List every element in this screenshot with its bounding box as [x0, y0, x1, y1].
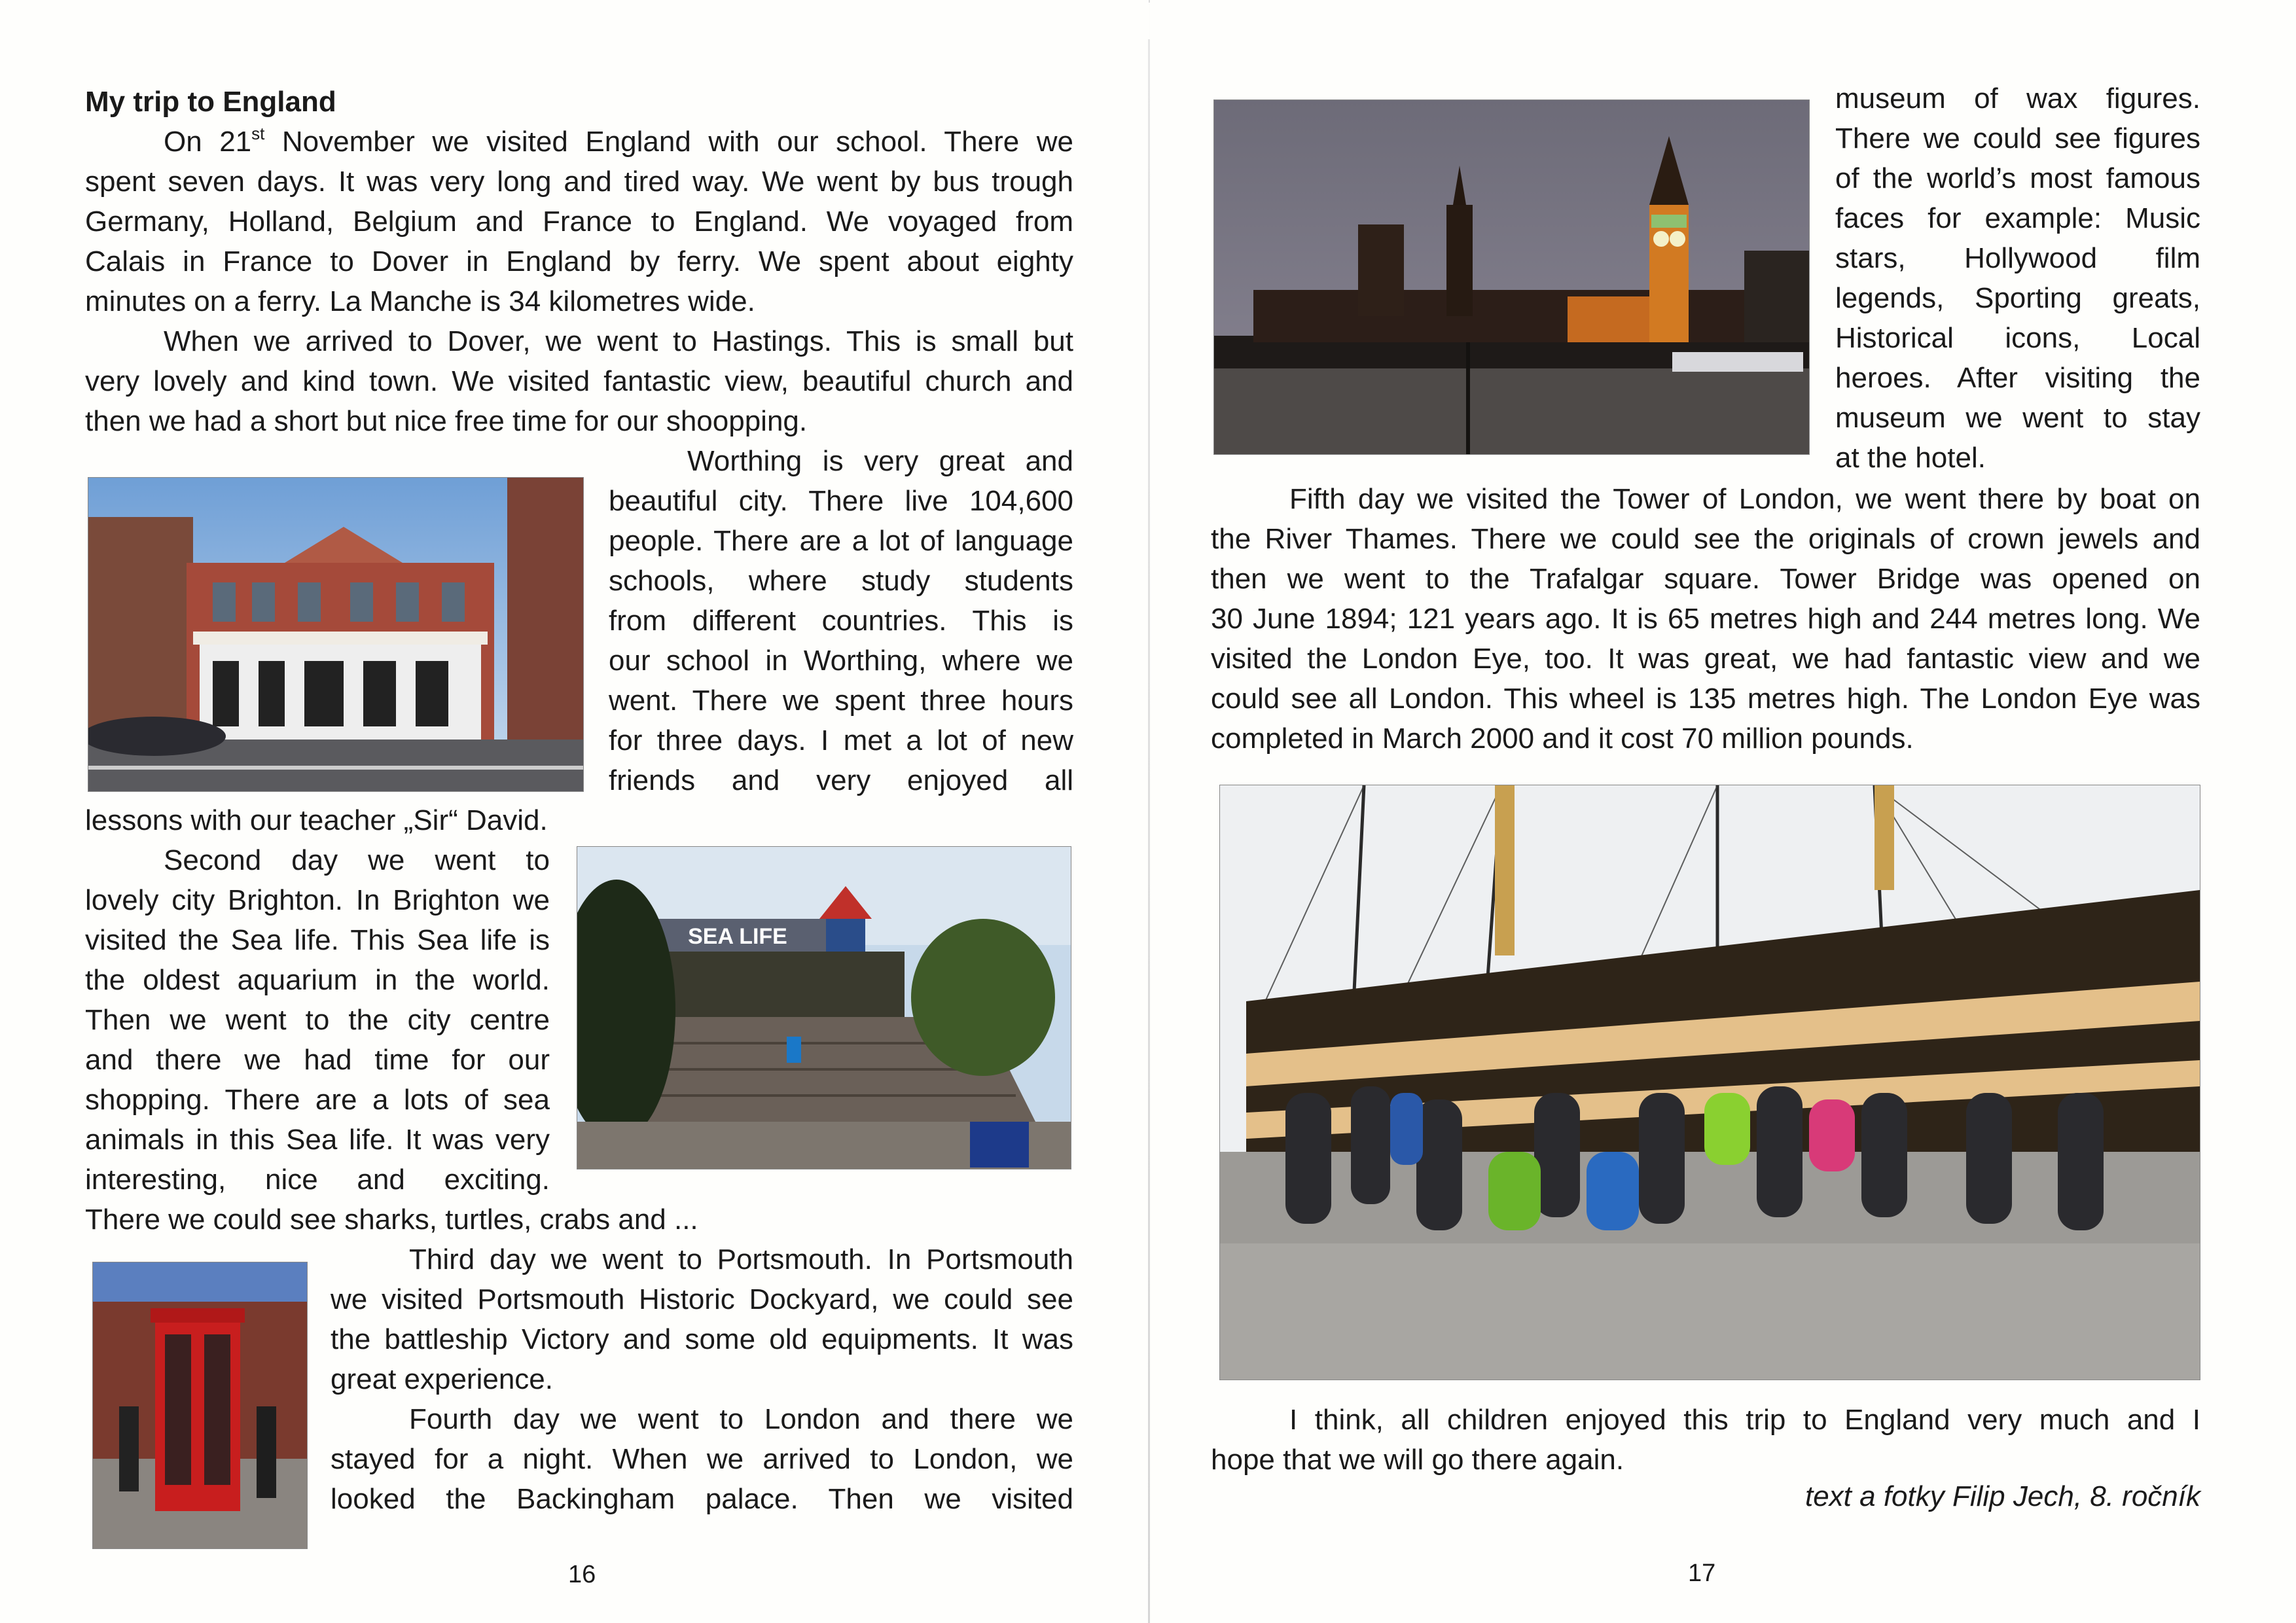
- text-line: schools, where study students: [609, 565, 1073, 597]
- text-line: 30 June 1894; 121 years ago. It is 65 metres high and 244 metres long. We: [1211, 603, 2200, 635]
- page-number-left: 16: [568, 1561, 596, 1588]
- text-line: the oldest aquarium in the world.: [85, 964, 550, 996]
- text-line: spent seven days. It was very long and tired way. We went by bus trough: [85, 166, 1073, 198]
- paragraph-worthing-end: [85, 800, 1073, 840]
- photo-hms-victory-group: [1219, 785, 2200, 1380]
- text-line: Historical icons, Local: [1835, 322, 2200, 354]
- page-right: [1150, 0, 2296, 1623]
- text-line: completed in March 2000 and it cost 70 million pounds.: [1211, 722, 1914, 755]
- text-line: visited the London Eye, too. It was great, we had fantastic view and we: [1211, 643, 2200, 675]
- text-line: On 21st November we visited England with our school. There we: [164, 124, 1073, 158]
- text-line: Calais in France to Dover in England by ferry. We spent about eighty: [85, 245, 1073, 277]
- text-line: our school in Worthing, where we: [609, 645, 1073, 677]
- text-line: lessons with our teacher „Sir“ David.: [85, 804, 548, 836]
- text-line: visited the Sea life. This Sea life is: [85, 924, 550, 956]
- article-title: My trip to England: [85, 86, 336, 118]
- paragraph-tower: [1211, 479, 2200, 758]
- text-line: Third day we went to Portsmouth. In Portsmouth: [409, 1243, 1073, 1275]
- photo-parliament-big-ben: [1213, 99, 1810, 455]
- text-line: heroes. After visiting the: [1835, 362, 2200, 394]
- paragraph-london: [331, 1399, 1073, 1519]
- text-line: legends, Sporting greats,: [1835, 282, 2200, 314]
- paragraph-dover: [85, 321, 1073, 441]
- text-line: faces for example: Music: [1835, 202, 2200, 234]
- text-line: animals in this Sea life. It was very: [85, 1124, 550, 1156]
- paragraph-intro: [85, 122, 1073, 321]
- text-line: then we went to the Trafalgar square. Tower Bridge was opened on: [1211, 563, 2200, 595]
- text-line: Germany, Holland, Belgium and France to England. We voyaged from: [85, 205, 1073, 238]
- text-line: of the world’s most famous: [1835, 162, 2200, 194]
- text-line: went. There we spent three hours: [609, 685, 1073, 717]
- text-line: great experience.: [331, 1363, 553, 1395]
- text-line: minutes on a ferry. La Manche is 34 kilometres wide.: [85, 285, 755, 317]
- text-line: I think, all children enjoyed this trip to England very much and I: [1289, 1404, 2200, 1436]
- text-line: stars, Hollywood film: [1835, 242, 2200, 274]
- paragraph-brighton-end: [85, 1200, 1073, 1240]
- text-line: beautiful city. There live 104,600: [609, 485, 1073, 517]
- text-line: museum we went to stay: [1835, 402, 2200, 434]
- text-line: for three days. I met a lot of new: [609, 724, 1073, 757]
- text-line: from different countries. This is: [609, 605, 1073, 637]
- text-line: There we could see figures: [1835, 122, 2200, 154]
- page-number-right: 17: [1688, 1560, 1716, 1587]
- text-line: then we had a short but nice free time for our shoopping.: [85, 405, 808, 437]
- text-line: museum of wax figures.: [1835, 82, 2200, 115]
- text-line: looked the Backingham palace. Then we visited: [331, 1483, 1073, 1515]
- text-line: the River Thames. There we could see the originals of crown jewels and: [1211, 523, 2200, 555]
- text-line: interesting, nice and exciting.: [85, 1164, 550, 1196]
- paragraph-conclusion: [1211, 1400, 2200, 1480]
- paragraph-wax-museum: [1835, 79, 2200, 478]
- text-line: at the hotel.: [1835, 442, 1986, 474]
- text-line: shopping. There are a lots of sea: [85, 1084, 550, 1116]
- text-line: and there we had time for our: [85, 1044, 550, 1076]
- text-line: stayed for a night. When we arrived to London, we: [331, 1443, 1073, 1475]
- text-line: Second day we went to: [164, 844, 550, 876]
- text-line: There we could see sharks, turtles, crabs and ...: [85, 1204, 698, 1236]
- text-line: Then we went to the city centre: [85, 1004, 550, 1036]
- text-line: people. There are a lot of language: [609, 525, 1073, 557]
- text-line: the battleship Victory and some old equipments. It was: [331, 1323, 1073, 1355]
- text-line: we visited Portsmouth Historic Dockyard, we could see: [331, 1283, 1073, 1315]
- text-line: could see all London. This wheel is 135 metres high. The London Eye was: [1211, 683, 2200, 715]
- photo-sealife-brighton: [577, 846, 1071, 1169]
- author-signature: text a fotky Filip Jech, 8. ročník: [1804, 1480, 2200, 1512]
- text-line: Fourth day we went to London and there we: [409, 1403, 1073, 1435]
- text-line: very lovely and kind town. We visited fantastic view, beautiful church and: [85, 365, 1073, 397]
- photo-red-phone-box: [92, 1262, 308, 1549]
- sealife-sign: SEA LIFE: [688, 924, 787, 949]
- paragraph-worthing: [609, 441, 1073, 800]
- text-line: hope that we will go there again.: [1211, 1444, 1624, 1476]
- photo-worthing-school: [88, 477, 584, 792]
- text-line: friends and very enjoyed all: [609, 764, 1073, 796]
- paragraph-brighton: [85, 840, 550, 1200]
- text-line: lovely city Brighton. In Brighton we: [85, 884, 550, 916]
- text-line: Worthing is very great and: [687, 445, 1073, 477]
- paragraph-portsmouth: [331, 1240, 1073, 1399]
- text-line: Fifth day we visited the Tower of London, we went there by boat on: [1289, 483, 2200, 515]
- text-line: When we arrived to Dover, we went to Hastings. This is small but: [164, 325, 1073, 357]
